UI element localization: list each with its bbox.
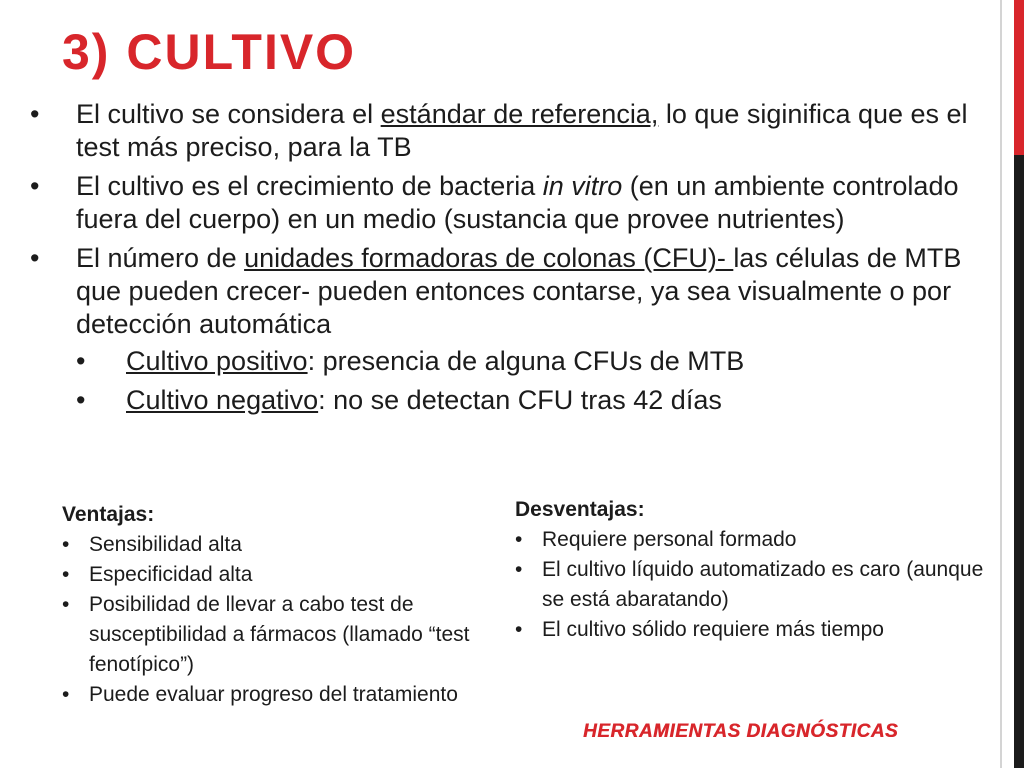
bullet-text: las células de MTB que pueden crecer- pueden entonces contarse, ya sea visualmente o por detección automática [76, 243, 962, 339]
bullet-item [30, 242, 990, 417]
desventajas-section [515, 495, 985, 645]
bullet-text: El cultivo es el crecimiento de bacteria [76, 171, 543, 201]
rail-light-stripe [1000, 0, 1007, 768]
sub-bullet-text: : no se detectan CFU tras 42 días [318, 385, 722, 415]
bullet-text: El número de [76, 243, 245, 273]
sub-bullet-item [76, 345, 990, 378]
sub-bullet-list [76, 345, 990, 417]
desventajas-item-text: El cultivo líquido automatizado es caro (aunque se está abaratando) [542, 558, 984, 611]
bullet-marker: • [30, 171, 40, 201]
bullet-marker: • [30, 99, 40, 129]
italic-term: in vitro [542, 171, 623, 201]
ventajas-section [62, 500, 472, 710]
ventajas-item [62, 590, 472, 680]
ventajas-item [62, 560, 472, 590]
bullet-marker: • [76, 346, 86, 376]
bullet-marker: • [515, 618, 523, 641]
right-decorative-rail [1000, 0, 1024, 768]
bullet-marker: • [515, 558, 523, 581]
rail-dark-accent [1014, 155, 1024, 768]
bullet-marker: • [76, 385, 86, 415]
main-bullet-list [30, 98, 990, 423]
desventajas-heading: Desventajas: [515, 498, 645, 521]
desventajas-item [515, 555, 985, 615]
bullet-marker: • [62, 563, 70, 586]
ventajas-list [62, 530, 472, 710]
ventajas-item [62, 530, 472, 560]
bullet-item [30, 170, 990, 236]
bullet-text: El cultivo se considera el [76, 99, 381, 129]
ventajas-item-text: Sensibilidad alta [89, 533, 242, 556]
desventajas-item-text: El cultivo sólido requiere más tiempo [542, 618, 884, 641]
underlined-term: estándar de referencia, [380, 99, 659, 129]
desventajas-item [515, 525, 985, 555]
bullet-marker: • [62, 593, 70, 616]
desventajas-item [515, 615, 985, 645]
underlined-term: Cultivo negativo [126, 385, 319, 415]
bullet-text: (en un ambiente controlado fuera del cuerpo) en un medio (sustancia que provee nutrientes) [76, 171, 959, 234]
sub-bullet-text: : presencia de alguna CFUs de MTB [307, 346, 745, 376]
desventajas-list [515, 525, 985, 645]
bullet-marker: • [62, 683, 70, 706]
underlined-term: Cultivo positivo [126, 346, 308, 376]
rail-red-accent [1014, 0, 1024, 155]
bullet-item [30, 98, 990, 164]
bullet-marker: • [30, 243, 40, 273]
footer-section-label: HERRAMIENTAS DIAGNÓSTICAS [583, 721, 899, 742]
underlined-term: unidades formadoras de colonas (CFU)- [244, 243, 734, 273]
bullet-marker: • [62, 533, 70, 556]
desventajas-item-text: Requiere personal formado [542, 528, 797, 551]
ventajas-heading: Ventajas: [62, 503, 155, 526]
sub-bullet-item [76, 384, 990, 417]
bullet-marker: • [515, 528, 523, 551]
ventajas-item [62, 680, 472, 710]
ventajas-item-text: Posibilidad de llevar a cabo test de susceptibilidad a fármacos (llamado “test fenotípico”) [89, 593, 470, 676]
bullet-text: lo que siginifica que es el test más preciso, para la TB [76, 99, 968, 162]
ventajas-item-text: Especificidad alta [89, 563, 253, 586]
ventajas-item-text: Puede evaluar progreso del tratamiento [89, 683, 458, 706]
slide-title: 3) CULTIVO [62, 24, 357, 80]
